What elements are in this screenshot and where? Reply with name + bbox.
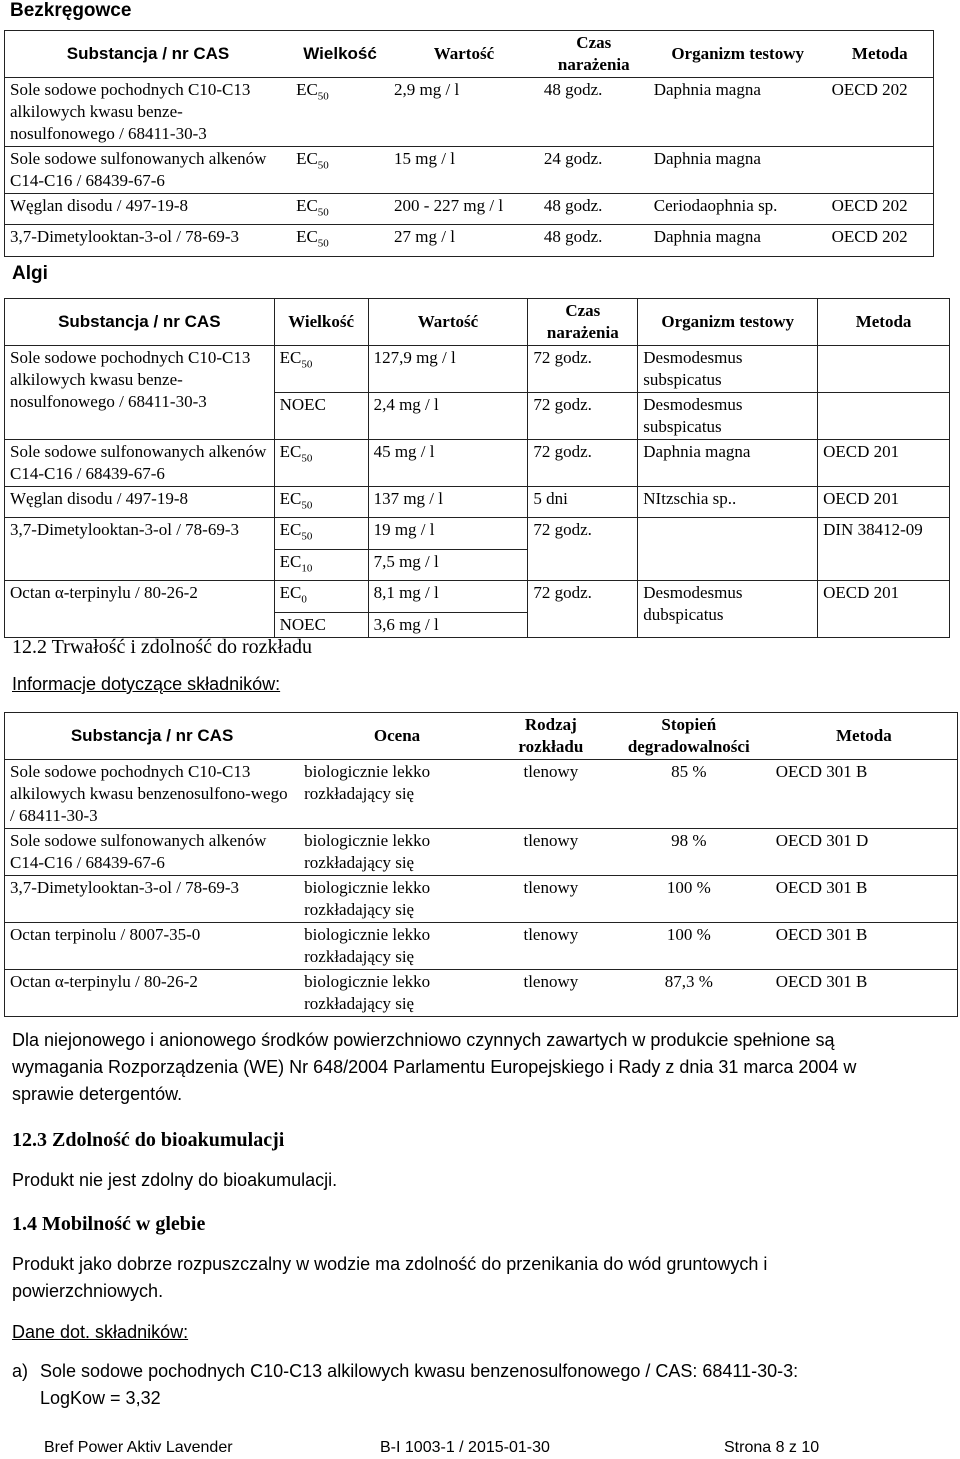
subheading-component-data: Dane dot. składników: (12, 1322, 189, 1342)
cell-size: $EC_{50}$ (291, 225, 389, 256)
cell-substance: 3,7-Dimetylooktan-3-ol / 78-69-3 (5, 225, 292, 256)
cell-organism: Daphnia magna (649, 147, 827, 194)
cell-method: OECD 301 B (771, 970, 958, 1017)
cell-time: 5 dni (528, 487, 638, 518)
table-row (5, 760, 958, 829)
cell-time: 48 godz. (539, 78, 649, 147)
cell-degree: 98 % (607, 829, 771, 876)
cell-substance: Sole sodowe sulfonowanych alkenów C14-C16 / 68439-67-6 (5, 440, 275, 487)
cell-size: $EC_{10}$ (274, 549, 368, 580)
cell-value: 7,5 mg / l (368, 549, 528, 580)
col-header: Ocena (299, 713, 495, 760)
col-header: Substancja / nr CAS (5, 713, 300, 760)
cell-assessment: biologicznie lekko rozkładający się (299, 876, 495, 923)
cell-organism: Desmodesmus subspicatus (638, 346, 818, 393)
cell-value: 2,4 mg / l (368, 393, 528, 440)
section-title-invertebrates: Bezkręgowce (10, 0, 132, 21)
subheading-component-info: Informacje dotyczące składników: (12, 674, 281, 694)
col-header: Metoda (827, 31, 934, 78)
cell-substance: Sole sodowe pochodnych C10-C13 alkilowych kwasu benze-nosulfonowego / 68411-30-3 (5, 346, 275, 440)
cell-substance: Węglan disodu / 497-19-8 (5, 487, 275, 518)
section-heading-12-3 (12, 1129, 284, 1152)
cell-size: $EC_{50}$ (291, 78, 389, 147)
table-row (5, 487, 950, 518)
cell-size: $EC_{50}$ (274, 518, 368, 549)
table-row (5, 518, 950, 549)
cell-type: tlenowy (495, 760, 607, 829)
table-header-row (5, 299, 950, 346)
cell-time: 72 godz. (528, 346, 638, 393)
cell-size: $EC_0$ (274, 581, 368, 612)
section-number: 1.4 (12, 1213, 37, 1235)
cell-value: 19 mg / l (368, 518, 528, 549)
cell-organism: Desmodesmus dubspicatus (638, 581, 818, 637)
cell-time: 72 godz. (528, 518, 638, 581)
cell-method (818, 393, 950, 440)
cell-assessment: biologicznie lekko rozkładający się (299, 970, 495, 1017)
cell-organism: Daphnia magna (649, 78, 827, 147)
section-number: 12.3 (12, 1129, 47, 1151)
cell-type: tlenowy (495, 923, 607, 970)
section-title: Zdolność do bioakumulacji (52, 1129, 285, 1151)
col-header: Substancja / nr CAS (5, 299, 275, 346)
list-item-line2: LogKow = 3,32 (40, 1388, 161, 1408)
cell-organism: Desmodesmus subspicatus (638, 393, 818, 440)
cell-degree: 100 % (607, 876, 771, 923)
cell-size: NOEC (274, 393, 368, 440)
cell-value: 15 mg / l (389, 147, 539, 194)
cell-method: OECD 301 B (771, 760, 958, 829)
cell-method: OECD 201 (818, 440, 950, 487)
section-title: Trwałość i zdolność do rozkładu (51, 636, 312, 658)
cell-size: $EC_{50}$ (291, 194, 389, 225)
cell-time: 72 godz. (528, 581, 638, 637)
cell-substance: Octan terpinolu / 8007-35-0 (5, 923, 300, 970)
cell-method (827, 147, 934, 194)
col-header: Czas narażenia (528, 299, 638, 346)
cell-value: 3,6 mg / l (368, 612, 528, 637)
col-header: Metoda (818, 299, 950, 346)
section-title-algae: Algi (12, 263, 48, 284)
cell-method (818, 346, 950, 393)
cell-substance: Węglan disodu / 497-19-8 (5, 194, 292, 225)
list-item-marker: a) (12, 1361, 29, 1381)
cell-size: NOEC (274, 612, 368, 637)
cell-method: OECD 301 B (771, 876, 958, 923)
cell-value: 127,9 mg / l (368, 346, 528, 393)
cell-degree: 87,3 % (607, 970, 771, 1017)
cell-organism: NItzschia sp.. (638, 487, 818, 518)
cell-method: OECD 202 (827, 194, 934, 225)
cell-time: 48 godz. (539, 194, 649, 225)
degradation-table (4, 712, 958, 1017)
table-row (5, 147, 934, 194)
section-heading-12-2 (12, 636, 312, 659)
col-header: Organizm testowy (649, 31, 827, 78)
table-row (5, 440, 950, 487)
table-row (5, 78, 934, 147)
cell-substance: Sole sodowe sulfonowanych alkenów C14-C16 / 68439-67-6 (5, 829, 300, 876)
table-row (5, 923, 958, 970)
col-header: Metoda (771, 713, 958, 760)
cell-size: $EC_{50}$ (274, 487, 368, 518)
cell-degree: 100 % (607, 923, 771, 970)
section-number: 12.2 (12, 636, 47, 658)
cell-value: 2,9 mg / l (389, 78, 539, 147)
cell-time: 48 godz. (539, 225, 649, 256)
col-header: Organizm testowy (638, 299, 818, 346)
col-header: Substancja / nr CAS (5, 31, 292, 78)
cell-organism: Ceriodaophnia sp. (649, 194, 827, 225)
cell-organism: Daphnia magna (649, 225, 827, 256)
cell-value: 200 - 227 mg / l (389, 194, 539, 225)
footer-product-name: Bref Power Aktiv Lavender (44, 1439, 233, 1456)
cell-method: OECD 201 (818, 487, 950, 518)
cell-substance: Octan α-terpinylu / 80-26-2 (5, 970, 300, 1017)
table-header-row (5, 31, 934, 78)
section-title: Mobilność w glebie (42, 1213, 206, 1235)
cell-time: 72 godz. (528, 440, 638, 487)
paragraph-bioaccumulation: Produkt nie jest zdolny do bioakumulacji. (12, 1170, 338, 1190)
cell-type: tlenowy (495, 970, 607, 1017)
cell-value: 137 mg / l (368, 487, 528, 518)
col-header: Czas narażenia (539, 31, 649, 78)
col-header: Wielkość (291, 31, 389, 78)
cell-assessment: biologicznie lekko rozkładający się (299, 760, 495, 829)
cell-method: DIN 38412-09 (818, 518, 950, 581)
table-row (5, 581, 950, 612)
paragraph-mobility: Produkt jako dobrze rozpuszczalny w wodzie ma zdolność do przenikania do wód gruntowych i powierzchniowych. (12, 1254, 768, 1301)
cell-type: tlenowy (495, 829, 607, 876)
table-row (5, 194, 934, 225)
cell-size: $EC_{50}$ (274, 346, 368, 393)
cell-substance: Sole sodowe sulfonowanych alkenów C14-C16 / 68439-67-6 (5, 147, 292, 194)
invertebrates-table (4, 30, 934, 257)
cell-assessment: biologicznie lekko rozkładający się (299, 829, 495, 876)
table-row (5, 346, 950, 393)
cell-value: 8,1 mg / l (368, 581, 528, 612)
cell-value: 45 mg / l (368, 440, 528, 487)
col-header: Wielkość (274, 299, 368, 346)
cell-size: $EC_{50}$ (291, 147, 389, 194)
cell-method: OECD 201 (818, 581, 950, 637)
cell-size: $EC_{50}$ (274, 440, 368, 487)
paragraph-detergent-regulation: Dla niejonowego i anionowego środków powierzchniowo czynnych zawartych w produkcie spełnione są wymagania Rozporządzenia (WE) Nr 648/2004 Parlamentu Europejskiego i Rady z dnia 31 marca 2004 w sprawie detergentów. (12, 1030, 857, 1104)
section-heading-12-4 (12, 1213, 205, 1236)
cell-substance: Octan α-terpinylu / 80-26-2 (5, 581, 275, 637)
col-header: Wartość (368, 299, 528, 346)
cell-method: OECD 202 (827, 225, 934, 256)
col-header: Rodzaj rozkładu (495, 713, 607, 760)
footer-page-number: Strona 8 z 10 (724, 1439, 820, 1456)
cell-type: tlenowy (495, 876, 607, 923)
cell-substance: Sole sodowe pochodnych C10-C13 alkilowych kwasu benze-nosulfonowego / 68411-30-3 (5, 78, 292, 147)
table-row (5, 876, 958, 923)
table-row (5, 829, 958, 876)
table-header-row (5, 713, 958, 760)
cell-time: 24 godz. (539, 147, 649, 194)
col-header: Stopień degradowalności (607, 713, 771, 760)
algae-table (4, 298, 950, 638)
cell-method: OECD 202 (827, 78, 934, 147)
cell-method: OECD 301 B (771, 923, 958, 970)
cell-assessment: biologicznie lekko rozkładający się (299, 923, 495, 970)
list-item-line1: Sole sodowe pochodnych C10-C13 alkilowych kwasu benzenosulfonowego / CAS: 68411-30-3: (40, 1361, 799, 1381)
cell-value: 27 mg / l (389, 225, 539, 256)
cell-substance: Sole sodowe pochodnych C10-C13 alkilowych kwasu benzenosulfono-wego / 68411-30-3 (5, 760, 300, 829)
cell-method: OECD 301 D (771, 829, 958, 876)
cell-time: 72 godz. (528, 393, 638, 440)
cell-substance: 3,7-Dimetylooktan-3-ol / 78-69-3 (5, 518, 275, 581)
cell-substance: 3,7-Dimetylooktan-3-ol / 78-69-3 (5, 876, 300, 923)
cell-degree: 85 % (607, 760, 771, 829)
table-row (5, 225, 934, 256)
table-row (5, 970, 958, 1017)
col-header: Wartość (389, 31, 539, 78)
cell-organism: Daphnia magna (638, 440, 818, 487)
cell-organism (638, 518, 818, 581)
footer-document-code: B-I 1003-1 / 2015-01-30 (380, 1439, 550, 1456)
